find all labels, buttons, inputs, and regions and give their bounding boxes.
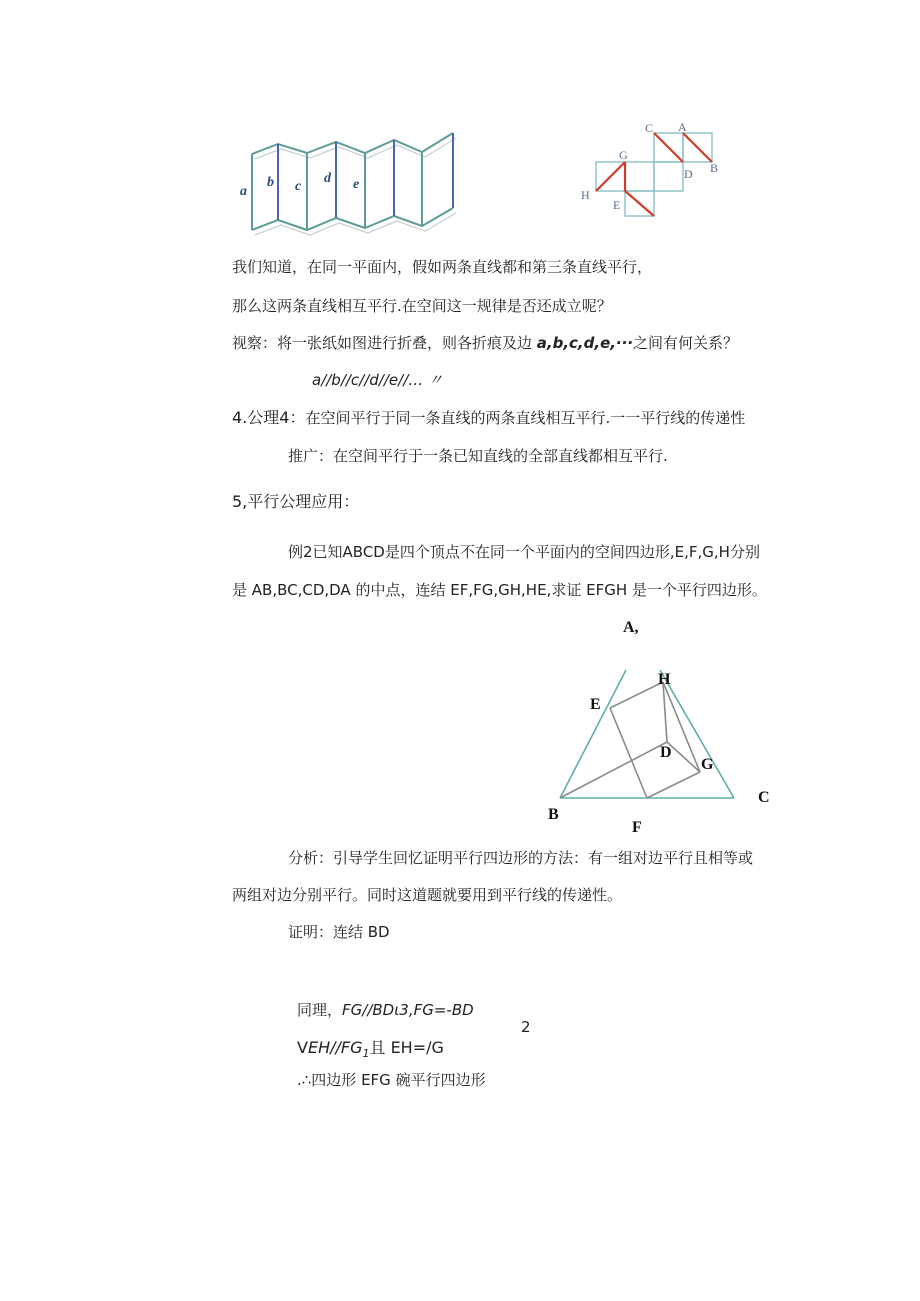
- net-label-b: B: [710, 161, 719, 175]
- therefore-tail: 且 EH=∕G: [369, 1038, 444, 1057]
- therefore-sub: 1: [362, 1047, 370, 1061]
- similarly-prefix: 同理，: [297, 1001, 343, 1019]
- therefore-eh-fg: EH∕∕FG: [307, 1038, 363, 1057]
- similarly-line: [297, 1000, 474, 1020]
- observe-line: [232, 333, 738, 353]
- example-2-line-1: 例2已知ABCD是四个顶点不在同一个平面内的空间四边形,E,F,G,H分别: [288, 543, 760, 561]
- proof-line: 证明：连结 BD: [288, 923, 390, 941]
- intro-line-1: 我们知道，在同一平面内，假如两条直线都和第三条直线平行，: [232, 258, 653, 276]
- net-label-a: A: [678, 120, 687, 134]
- quad-label-a: A,: [623, 619, 639, 636]
- net-label-d: D: [684, 167, 693, 181]
- axiom-4-label: 4.公理4：: [232, 408, 306, 427]
- observe-prefix: 视察：将一张纸如图进行折叠，则各折痕及边: [232, 334, 537, 352]
- intro-line-2: 那么这两条直线相互平行.在空间这一规律是否还成立呢？: [232, 297, 612, 315]
- cube-net-figure: [575, 118, 725, 218]
- parallel-chain: a∕∕b∕∕c∕∕d∕∕e∕∕… 〃: [312, 371, 444, 389]
- quad-label-d: D: [660, 744, 672, 761]
- fold-label-e: e: [353, 177, 360, 192]
- net-label-g: G: [619, 148, 628, 162]
- similarly-body: FG∕∕BDι3,FG=-BD: [342, 1001, 474, 1019]
- net-label-h: H: [581, 188, 590, 202]
- tetrahedron-figure: [530, 612, 790, 837]
- analysis-line-1: 分析：引导学生回忆证明平行四边形的方法：有一组对边平行且相等或: [288, 849, 754, 867]
- fold-label-c: c: [295, 179, 302, 194]
- observe-vars: a,b,c,d,e,···: [536, 334, 634, 352]
- therefore-line-2: .∴四边形 EFG 碗平行四边形: [297, 1071, 486, 1089]
- quad-label-c: C: [758, 789, 770, 806]
- quad-label-h: H: [658, 671, 671, 688]
- quad-label-e: E: [590, 696, 601, 713]
- section-5-heading: 5,平行公理应用：: [232, 492, 360, 511]
- folded-paper-figure: [235, 120, 460, 240]
- quad-label-g: G: [701, 756, 714, 773]
- quad-label-b: B: [548, 806, 559, 823]
- fold-label-a: a: [240, 184, 247, 199]
- example-2-line-2: 是 AB,BC,CD,DA 的中点，连结 EF,FG,GH,HE,求证 EFGH 是一个平行四边形。: [232, 581, 767, 599]
- fold-label-d: d: [324, 171, 331, 186]
- fraction-two: 2: [521, 1018, 531, 1036]
- axiom-4: [232, 408, 745, 428]
- observe-suffix: 之间有何关系？: [633, 334, 739, 352]
- therefore-line-1: [297, 1038, 444, 1064]
- net-label-e: E: [613, 198, 621, 212]
- generalization: 推广：在空间平行于一条已知直线的全部直线都相互平行.: [288, 447, 668, 465]
- fold-label-b: b: [267, 175, 274, 190]
- quad-label-f: F: [632, 819, 642, 836]
- net-label-c: C: [645, 121, 654, 135]
- axiom-4-body: 在空间平行于同一条直线的两条直线相互平行.一一平行线的传递性: [305, 409, 746, 427]
- analysis-line-2: 两组对边分别平行。同时这道题就要用到平行线的传递性。: [232, 886, 623, 904]
- therefore-symbol: V: [297, 1038, 308, 1057]
